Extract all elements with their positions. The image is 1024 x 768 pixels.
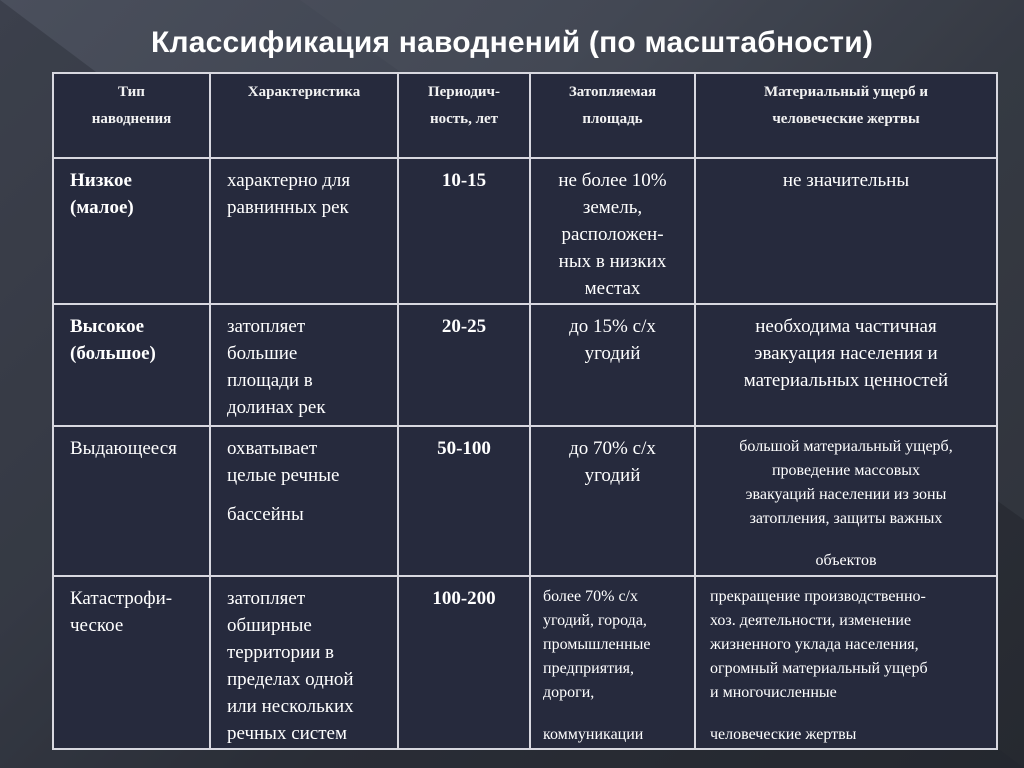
- header-periodicity: [398, 73, 530, 158]
- cell-line: охватывает: [227, 438, 318, 459]
- cell-type: [53, 158, 210, 304]
- cell-line: эвакуаций населении из зоны: [745, 486, 947, 503]
- cell-line: площади в: [227, 370, 313, 391]
- cell-line: местах: [584, 278, 641, 299]
- cell-line: равнинных рек: [227, 197, 349, 218]
- cell-line: ных в низких: [558, 251, 667, 272]
- page-title: Классификация наводнений (по масштабности): [150, 26, 874, 59]
- header-characteristic-line: Характеристика: [247, 84, 361, 100]
- header-type-line: наводнения: [91, 111, 172, 127]
- cell-line: ческое: [70, 615, 124, 636]
- header-type-line: Тип: [118, 84, 145, 100]
- cell-line: земель,: [582, 197, 643, 218]
- cell-line: хоз. деятельности, изменение: [710, 612, 912, 629]
- header-characteristic: [210, 73, 398, 158]
- cell-line: до 15% с/х: [569, 316, 656, 337]
- cell-line: или нескольких: [227, 696, 354, 717]
- cell-area: [530, 426, 695, 576]
- cell-line: угодий: [584, 343, 641, 364]
- cell-line: угодий, города,: [543, 612, 647, 629]
- table-row: [53, 426, 997, 576]
- cell-characteristic: [210, 304, 398, 426]
- cell-line: большие: [227, 343, 298, 364]
- cell-periodicity: 100-200: [398, 576, 530, 749]
- cell-line: Катастрофи-: [70, 588, 173, 609]
- cell-line: затопляет: [227, 316, 306, 337]
- cell-line: прекращение производственно-: [710, 588, 926, 605]
- header-area-line: Затопляемая: [568, 84, 657, 100]
- cell-line: угодий: [584, 465, 641, 486]
- cell-line: долинах рек: [227, 397, 326, 418]
- cell-line: объектов: [815, 552, 877, 569]
- cell-line: до 70% с/х: [569, 438, 656, 459]
- cell-line: целые речные: [227, 465, 340, 486]
- cell-line: эвакуация населения и: [754, 343, 938, 364]
- cell-periodicity: 50-100: [398, 426, 530, 576]
- cell-line: жизненного уклада населения,: [710, 636, 919, 653]
- table-row: [53, 304, 997, 426]
- header-row: [53, 73, 997, 158]
- cell-line: бассейны: [227, 504, 304, 525]
- cell-line: более 70% с/х: [543, 588, 638, 605]
- cell-line: проведение массовых: [771, 462, 920, 479]
- cell-line: материальных ценностей: [743, 370, 949, 391]
- spacer: [227, 489, 389, 501]
- cell-damage: [695, 158, 997, 304]
- cell-area: [530, 576, 695, 749]
- cell-characteristic: [210, 158, 398, 304]
- cell-line: Высокое: [70, 316, 145, 337]
- cell-line: Низкое: [70, 170, 132, 191]
- cell-line: дороги,: [543, 684, 595, 701]
- cell-line: расположен-: [561, 224, 664, 245]
- cell-line: не более 10%: [558, 170, 667, 191]
- cell-periodicity: 20-25: [398, 304, 530, 426]
- cell-line: пределах одной: [227, 669, 354, 690]
- cell-line: предприятия,: [543, 660, 634, 677]
- cell-line: и многочисленные: [710, 684, 837, 701]
- flood-classification-table: [52, 72, 998, 750]
- header-damage: [695, 73, 997, 158]
- cell-line: человеческие жертвы: [710, 726, 857, 743]
- cell-line: огромный материальный ущерб: [710, 660, 928, 677]
- cell-line: Выдающееся: [70, 438, 177, 459]
- cell-characteristic: [210, 426, 398, 576]
- header-damage-line: Материальный ущерб и: [763, 84, 929, 100]
- cell-type: [53, 426, 210, 576]
- header-periodicity-line: Периодич-: [427, 84, 501, 100]
- header-area-line: площадь: [582, 111, 643, 127]
- cell-line: большой материальный ущерб,: [739, 438, 953, 455]
- cell-damage: [695, 576, 997, 749]
- cell-line: (большое): [70, 343, 156, 364]
- cell-type: [53, 304, 210, 426]
- cell-damage: [695, 304, 997, 426]
- table-row: [53, 576, 997, 749]
- cell-line: территории в: [227, 642, 335, 663]
- header-periodicity-line: ность, лет: [429, 111, 499, 127]
- cell-periodicity: 10-15: [398, 158, 530, 304]
- cell-line: (малое): [70, 197, 134, 218]
- cell-line: необходима частичная: [755, 316, 937, 337]
- cell-line: затопления, защиты важных: [749, 510, 943, 527]
- cell-line: затопляет: [227, 588, 306, 609]
- cell-line: промышленные: [543, 636, 651, 653]
- cell-area: [530, 158, 695, 304]
- spacer: [710, 705, 988, 723]
- cell-line: коммуникации: [543, 726, 644, 743]
- table-row: [53, 158, 997, 304]
- cell-line: не значительны: [782, 170, 910, 191]
- cell-damage: [695, 426, 997, 576]
- spacer: [704, 531, 988, 549]
- cell-line: обширные: [227, 615, 312, 636]
- cell-line: речных систем: [227, 723, 347, 744]
- header-type: [53, 73, 210, 158]
- cell-area: [530, 304, 695, 426]
- cell-line: характерно для: [227, 170, 351, 191]
- spacer: [543, 705, 688, 723]
- header-area: [530, 73, 695, 158]
- header-damage-line: человеческие жертвы: [772, 111, 920, 127]
- cell-characteristic: [210, 576, 398, 749]
- cell-type: [53, 576, 210, 749]
